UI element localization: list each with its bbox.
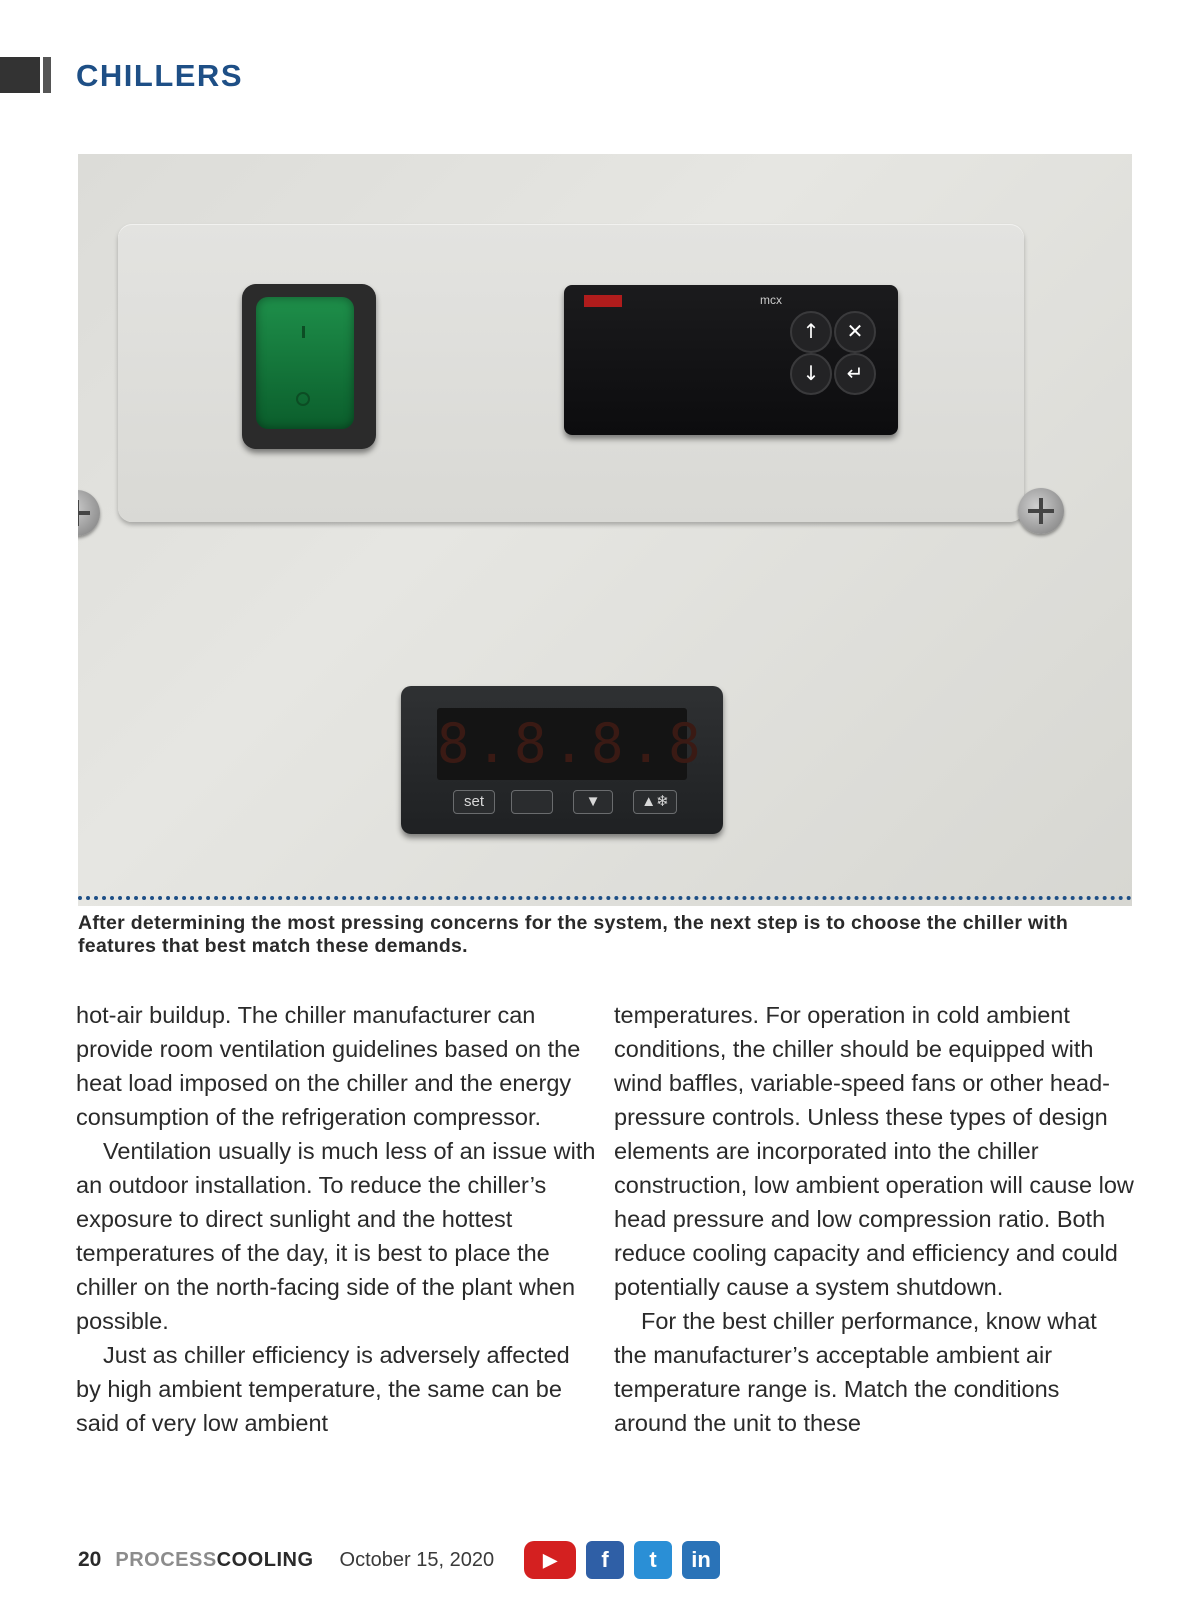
paragraph: temperatures. For operation in cold ambient conditions, the chiller should be equipped with wind baffles, variable-speed fans or other head-pressure controls. Unless these types of design elements are incorporated into the chiller construction, low ambient operation will cause low head pressure and low compression ratio. Both reduce cooling capacity and efficiency and could potentially cause a system shutdown. [614,1002,1134,1300]
screw-right [1018,488,1064,534]
section-title: CHILLERS [76,58,243,93]
mcx-red-label [584,295,622,307]
mcx-brand-label: mcx [760,293,782,307]
up-snowflake-icon: ▲❄ [633,790,677,814]
digital-temperature-controller [401,686,723,834]
caption-dotted-rule [78,896,1132,900]
paragraph: Ventilation usually is much less of an issue with an outdoor installation. To reduce the chiller’s exposure to direct sunlight and the hottest temperatures of the day, it is best to place the chiller on the north-facing side of the plant when possible. [76,1138,596,1334]
header-bar-block [0,57,40,93]
youtube-icon[interactable]: ▶ [524,1541,576,1579]
switch-off-mark [296,392,310,406]
switch-on-mark [302,326,305,338]
up-arrow-icon: ↑ [790,311,832,353]
body-column-left [76,998,596,1440]
mcx-controller [564,285,898,435]
led-display: 8.8.8.8 [437,708,687,780]
close-icon: ✕ [834,311,876,353]
enter-icon: ↵ [834,353,876,395]
photo-caption: After determining the most pressing concerns for the system, the next step is to choose the chiller with features that best match these demands. [78,912,1069,957]
chiller-control-panel-photo [78,154,1132,906]
issue-date: October 15, 2020 [339,1548,495,1571]
facebook-icon[interactable]: f [586,1541,624,1579]
paragraph: For the best chiller performance, know what the manufacturer’s acceptable ambient air temperature range is. Match the conditions around the unit to these [614,1308,1097,1436]
magazine-name-part1: PROCESS [115,1548,217,1571]
blank-button [511,790,553,814]
twitter-icon[interactable]: t [634,1541,672,1579]
paragraph: Just as chiller efficiency is adversely affected by high ambient temperature, the same can be said of very low ambient [76,1342,570,1436]
green-rocker-switch [256,297,354,429]
down-arrow-icon: ↓ [790,353,832,395]
linkedin-icon[interactable]: in [682,1541,720,1579]
page-number: 20 [78,1548,102,1571]
screw-left [78,490,100,536]
paragraph: hot-air buildup. The chiller manufacturer can provide room ventilation guidelines based on the heat load imposed on the chiller and the energy consumption of the refrigeration compressor. [76,1002,581,1130]
body-column-right [614,998,1134,1440]
header-bar-accent [43,57,51,93]
down-triangle-icon: ▼ [573,790,613,814]
set-button-label: set [453,790,495,814]
magazine-name-part2: COOLING [216,1548,314,1571]
page-footer [78,1540,730,1580]
